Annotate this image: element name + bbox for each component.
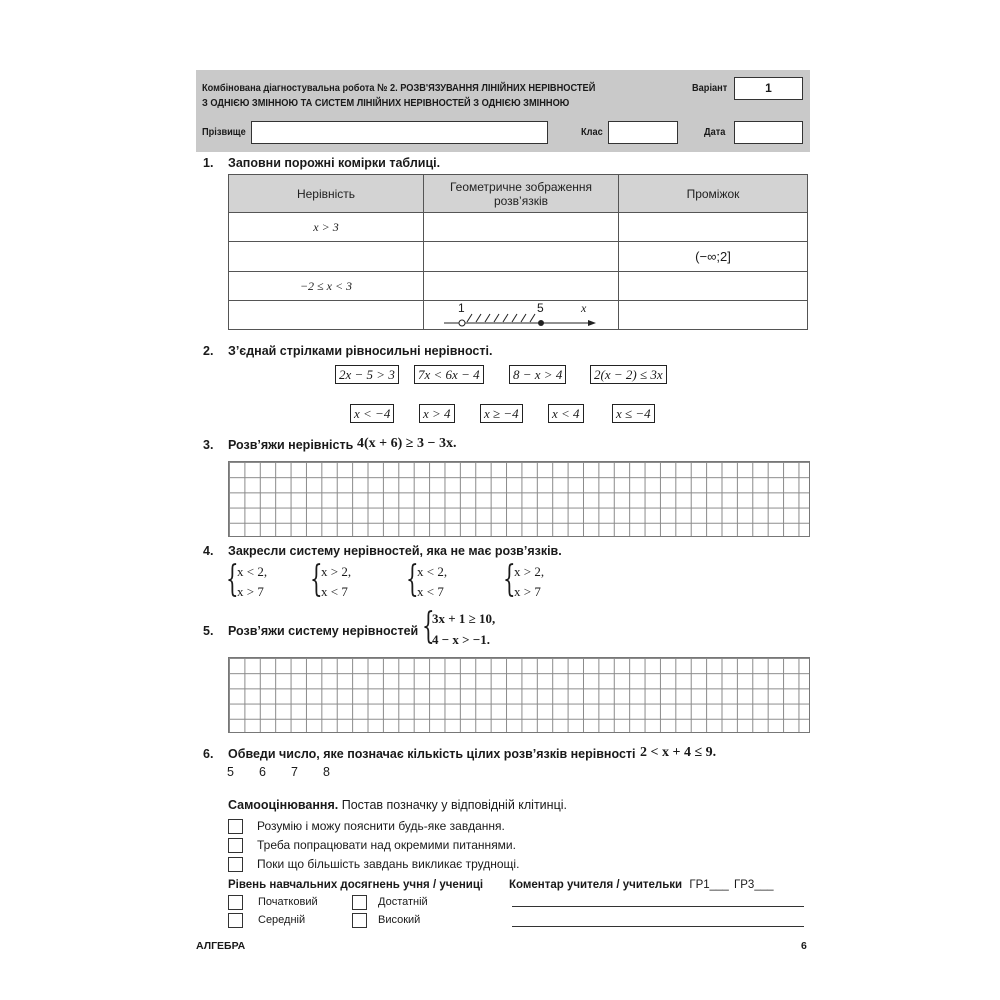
level-title: Рівень навчальних досягнень учня / учениці — [228, 879, 484, 891]
numline-left-label: 1 — [458, 301, 465, 315]
comment-line[interactable] — [512, 926, 804, 927]
col-header-interval: Проміжок — [619, 175, 808, 213]
q5-answer-grid[interactable] — [228, 657, 810, 733]
cell-inequality[interactable] — [229, 242, 424, 272]
system-line: x < 2, — [237, 564, 268, 579]
q2-top-box[interactable]: 7x < 6x − 4 — [414, 365, 484, 384]
surname-field[interactable] — [251, 121, 548, 144]
q2-bottom-box[interactable]: x ≤ −4 — [612, 404, 655, 423]
col-header-geometric: Геометричне зображення розв’язків — [424, 175, 619, 213]
q2-text: З’єднай стрілками рівносильні нерівності. — [228, 344, 493, 358]
system-line: x > 2, — [321, 564, 352, 579]
self-item-label: Розумію і можу пояснити будь-яке завдання. — [257, 819, 505, 833]
q4-number: 4. — [203, 544, 214, 558]
brace-icon: { — [310, 559, 323, 600]
system-line: x > 7 — [514, 584, 541, 599]
variant-field[interactable]: 1 — [734, 77, 803, 100]
self-assessment-instruction: Постав позначку у відповідній клітинці. — [341, 798, 567, 812]
self-checkbox-1[interactable] — [228, 819, 243, 834]
system-line: x < 7 — [417, 584, 444, 599]
q3-text: Розв’яжи нерівність — [228, 438, 354, 452]
class-label: Клас — [581, 126, 603, 138]
comment-gr3: ГР3___ — [734, 879, 774, 891]
level-checkbox-initial[interactable] — [228, 895, 243, 910]
level-checkbox-high[interactable] — [352, 913, 367, 928]
cell-inequality: −2 ≤ x < 3 — [229, 272, 424, 301]
comment-line[interactable] — [512, 906, 804, 907]
q2-bottom-box[interactable]: x ≥ −4 — [480, 404, 523, 423]
comment-title: Коментар учителя / учительки — [509, 879, 683, 891]
comment-gr1: ГР1___ — [689, 879, 729, 891]
q2-top-box[interactable]: 2(x − 2) ≤ 3x — [590, 365, 667, 384]
q2-top-box[interactable]: 2x − 5 > 3 — [335, 365, 399, 384]
self-assessment — [228, 798, 567, 812]
title-line-2: З ОДНІЄЮ ЗМІННОЮ ТА СИСТЕМ ЛІНІЙНИХ НЕРІВНОСТЕЙ З ОДНІЄЮ ЗМІННОЮ — [202, 97, 570, 109]
q3-answer-grid[interactable] — [228, 461, 810, 537]
q1-text: Заповни порожні комірки таблиці. — [228, 156, 441, 170]
self-item-label: Треба попрацювати над окремими питаннями. — [257, 838, 516, 852]
variant-label: Варіант — [692, 82, 728, 94]
open-point — [459, 320, 465, 326]
self-item-label: Поки що більшість завдань викликає труднощі. — [257, 857, 520, 871]
date-label: Дата — [704, 126, 726, 138]
numline-right-label: 5 — [537, 301, 544, 315]
q1-table — [228, 174, 808, 330]
class-field[interactable] — [608, 121, 678, 144]
self-assessment-title: Самооцінювання. — [228, 798, 339, 812]
q5-text: Розв’яжи систему нерівностей — [228, 624, 419, 638]
brace-icon: { — [422, 606, 435, 647]
table-row — [229, 272, 808, 301]
q1-number: 1. — [203, 156, 214, 170]
self-checkbox-3[interactable] — [228, 857, 243, 872]
level-label: Середній — [258, 914, 306, 926]
q2-bottom-box[interactable]: x < 4 — [548, 404, 584, 423]
level-checkbox-sufficient[interactable] — [352, 895, 367, 910]
q6-option[interactable]: 6 — [259, 765, 266, 779]
table-row — [229, 242, 808, 272]
q6-number: 6. — [203, 747, 214, 761]
table-row — [229, 301, 808, 330]
cell-interval[interactable] — [619, 213, 808, 242]
q4-text: Закресли систему нерівностей, яка не має розв’язків. — [228, 544, 562, 558]
q6-option[interactable]: 7 — [291, 765, 298, 779]
self-checkbox-2[interactable] — [228, 838, 243, 853]
q2-bottom-box[interactable]: x > 4 — [419, 404, 455, 423]
level-label: Достатній — [378, 896, 428, 908]
surname-label: Прізвище — [202, 126, 246, 138]
q6-text: Обведи число, яке позначає кількість цілих розв’язків нерівності — [228, 747, 636, 761]
level-label: Початковий — [258, 896, 318, 908]
q6-option[interactable]: 8 — [323, 765, 330, 779]
q5-number: 5. — [203, 624, 214, 638]
brace-icon: { — [406, 559, 419, 600]
date-field[interactable] — [734, 121, 803, 144]
cell-inequality[interactable] — [229, 301, 424, 330]
title-line-1: Комбінована діагностувальна робота № 2. РОЗВ'ЯЗУВАННЯ ЛІНІЙНИХ НЕРІВНОСТЕЙ — [202, 82, 596, 94]
q2-top-box[interactable]: 8 − x > 4 — [509, 365, 566, 384]
numline-var-label: x — [581, 301, 587, 315]
system-line: x > 2, — [514, 564, 545, 579]
q5-line-1: 3x + 1 ≥ 10, — [432, 611, 496, 626]
system-line: x < 2, — [417, 564, 448, 579]
q5-line-2: 4 − x > −1. — [432, 632, 490, 647]
level-checkbox-medium[interactable] — [228, 913, 243, 928]
q3-number: 3. — [203, 438, 214, 452]
cell-geometric[interactable] — [424, 242, 619, 272]
comment-header — [509, 879, 774, 891]
cell-interval[interactable] — [619, 272, 808, 301]
q3-expression: 4(x + 6) ≥ 3 − 3x. — [357, 436, 457, 451]
brace-icon: { — [503, 559, 516, 600]
q2-bottom-box[interactable]: x < −4 — [350, 404, 394, 423]
cell-geometric[interactable] — [424, 213, 619, 242]
table-row — [229, 213, 808, 242]
level-label: Високий — [378, 914, 421, 926]
cell-interval[interactable] — [619, 301, 808, 330]
page-number: 6 — [801, 940, 807, 952]
system-line: x < 7 — [321, 584, 348, 599]
footer-subject: АЛГЕБРА — [196, 940, 246, 952]
cell-geometric — [424, 301, 619, 330]
system-line: x > 7 — [237, 584, 264, 599]
cell-inequality: x > 3 — [229, 213, 424, 242]
col-header-inequality: Нерівність — [229, 175, 424, 213]
q2-number: 2. — [203, 344, 214, 358]
number-line — [424, 301, 616, 330]
cell-geometric[interactable] — [424, 272, 619, 301]
cell-interval: (−∞;2] — [619, 242, 808, 272]
brace-icon: { — [226, 559, 239, 600]
closed-point — [538, 320, 544, 326]
worksheet-header — [196, 70, 810, 152]
q6-option[interactable]: 5 — [227, 765, 234, 779]
q6-expression: 2 < x + 4 ≤ 9. — [640, 745, 717, 760]
